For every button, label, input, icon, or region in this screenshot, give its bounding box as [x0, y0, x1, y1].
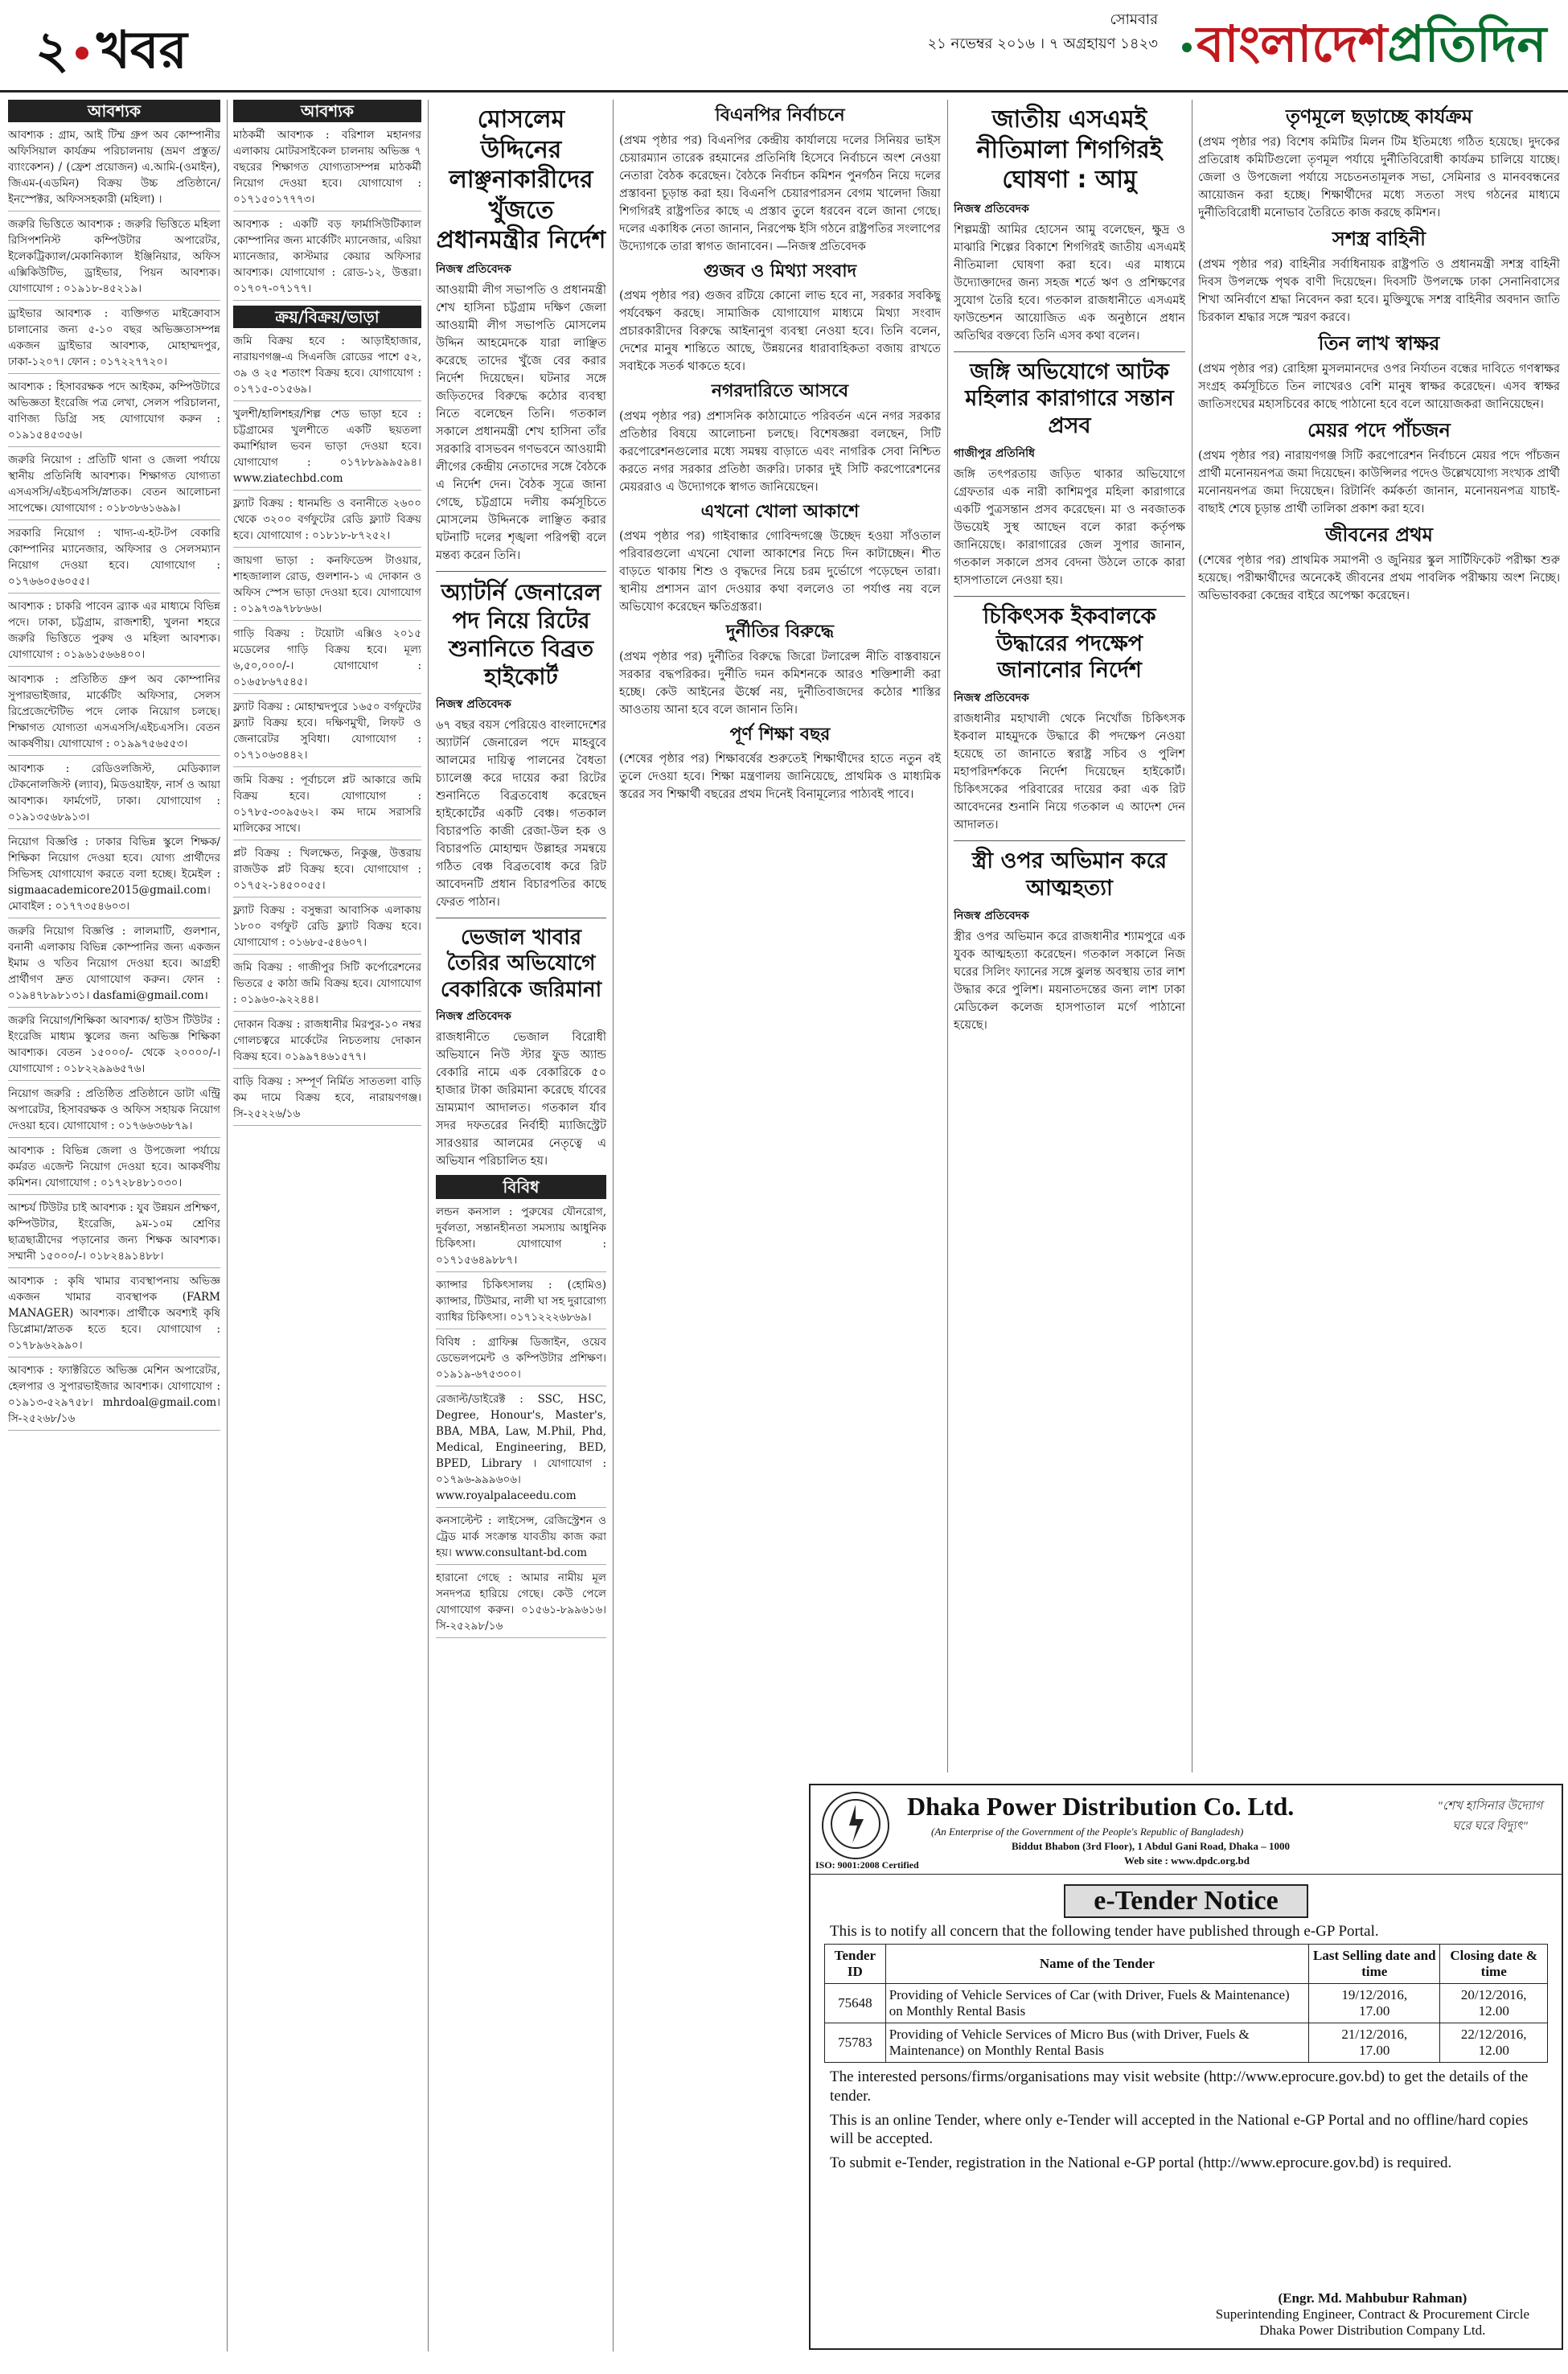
tender-id: 75783 — [825, 2023, 886, 2063]
classified-ad: ফ্ল্যাট বিক্রয় : বসুন্ধরা আবাসিক এলাকায় ১৮০০ বর্গফুট রেডি ফ্ল্যাট বিক্রয় হবে। যোগাযোগ : ০১৬৮৫-৫৪৬০৭। — [233, 902, 421, 955]
classified-ad: জমি বিক্রয় : পূর্বাচলে প্লট আকারে জমি বিক্রয় হবে। যোগাযোগ : ০১৭৮৫-৩০৯৫৬২। কম দামে সরাসরি মালিকের সাথে। — [233, 772, 421, 840]
classified-ad: রেজাল্ট/ডাইরেক্ট : SSC, HSC, Degree, Honour's, Master's, BBA, MBA, Law, M.Phil, Phd, Medical, Engineering, BED, BPED, Library । যোগাযোগ : ০১৭৯৬-৯৯৯৬০৬। www.royalpalaceedu.com — [436, 1391, 606, 1508]
article-body: জঙ্গি তৎপরতায় জড়িত থাকার অভিযোগে গ্রেফতার এক নারী কাশিমপুর মহিলা কারাগারে একটি পুত্রসন্তান প্রসব করেছেন। মা ও নবজাতক উভয়েই সুস্থ আছেন বলে কারা কর্তৃপক্ষ জানিয়েছে। কারাগারের জেল সুপার জানান, গতকাল সকালে প্রসব বেদনা উঠলে তাকে কারা হাসপাতালে নেওয়া হয়। — [954, 467, 1185, 587]
column-header: Closing date & time — [1440, 1945, 1548, 1984]
article-body: (প্রথম পৃষ্ঠার পর) রোহিঙ্গা মুসলমানদের ওপর নির্যাতন বন্ধের দাবিতে গণস্বাক্ষর সংগ্রহ কর্মসূচিতে তিন লাখেরও বেশি মানুষ স্বাক্ষর করেছেন। এসব স্বাক্ষর জাতিসংঘের মহাসচিবের কাছে পাঠানো হবে বলে আয়োজকরা জানিয়েছেন। — [1198, 363, 1560, 411]
headline: জঙ্গি অভিযোগে আটক মহিলার কারাগারে সন্তান প্রসব — [965, 359, 1174, 438]
page-number — [35, 11, 69, 97]
classified-ad: বাড়ি বিক্রয় : সম্পূর্ণ নির্মিত সাততলা বাড়ি কম দামে বিক্রয় হবে, নারায়ণগঞ্জ। সি-২৫২২৬/১৬ — [233, 1074, 421, 1126]
classified-ad: কনসাল্টেন্ট : লাইসেন্স, রেজিস্ট্রেশন ও ট্রেড মার্ক সংক্রান্ত যাবতীয় কাজ করা হয়। www.consultant-bd.com — [436, 1513, 606, 1565]
headline: এখনো খোলা আকাশে — [700, 501, 860, 522]
headline: তৃণমূলে ছড়াচ্ছে কার্যক্রম — [1285, 105, 1473, 128]
masthead — [0, 0, 1568, 92]
classified-ad: লন্ডন কনসাল : পুরুষের যৌনরোগ, দুর্বলতা, সন্তানহীনতা সমস্যায় আধুনিক চিকিৎসা। যোগাযোগ : ০১৭১৫৬৪৯৮৮৭। — [436, 1204, 606, 1272]
headline: মেয়র পদে পাঁচজন — [1307, 419, 1451, 442]
classified-ad: ফ্ল্যাট বিক্রয় : মোহাম্মদপুরে ১৬৫০ বর্গফুটের ফ্ল্যাট বিক্রয় হবে। দক্ষিণমুখী, লিফট ও জেনারেটর সুবিধা। যোগাযোগ : ০১৭১০৬৩৪৪২। — [233, 699, 421, 767]
article-body: রাজধানীতে ভেজাল বিরোধী অভিযানে নিউ স্টার ফুড অ্যান্ড বেকারি নামে এক বেকারিকে ৫০ হাজার টাকা জরিমানা করেছে র্যাবের ভ্রাম্যমাণ আদালত। গতকাল র্যাব সদর দফতরের নির্বাহী ম্যাজিস্ট্রেট সারওয়ার আলমের নেতৃত্বে এ অভিযান পরিচালিত হয়। — [436, 1031, 606, 1168]
category-header: ক্রয়/বিক্রয়/ভাড়া — [233, 306, 421, 328]
news-column-6 — [1198, 100, 1560, 1772]
classified-ad: ড্রাইভার আবশ্যক : ব্যক্তিগত মাইক্রোবাস চালানোর জন্য ৫-১০ বছর অভিজ্ঞতাসম্পন্ন একজন ড্রাইভার আবশ্যক, মোহাম্মদপুর, ঢাকা-১২০৭। ফোন : ০১৭২২৭৭২০। — [8, 306, 220, 374]
byline: নিজস্ব প্রতিবেদক — [436, 697, 511, 711]
headline: মোসলেম উদ্দিনের লাঞ্ছনাকারীদের খুঁজতে প্রধানমন্ত্রীর নির্দেশ — [436, 105, 606, 254]
article-body: (প্রথম পৃষ্ঠার পর) বিশেষ কমিটির মিলন টিম ইতিমধ্যে গঠিত হয়েছে। দুদকের প্রতিরোধ কমিটিগুলো তৃণমূল পর্যায়ে দুর্নীতিবিরোধী কার্যক্রম চালিয়ে যাচ্ছে। জেলা ও উপজেলা পর্যায়ে সচেতনতামূলক সভা, সেমিনার ও মানববন্ধনের আয়োজন করা হচ্ছে। শিক্ষার্থীদের মধ্যে সততা সংঘ গঠনের মাধ্যমে দুর্নীতিবিরোধী মনোভাব তৈরিতে কাজ করছে কমিশন। — [1198, 136, 1560, 220]
article-body: (প্রথম পৃষ্ঠার পর) গাইবান্ধার গোবিন্দগঞ্জে উচ্ছেদ হওয়া সাঁওতাল পরিবারগুলো এখনো খোলা আকাশের নিচে দিন কাটাচ্ছেন। শীত বাড়তে থাকায় শিশু ও বৃদ্ধদের নিয়ে চরম দুর্ভোগে পড়েছেন তারা। স্থানীয় প্রশাসন ত্রাণ দেওয়ার কথা বললেও তা পর্যাপ্ত নয় বলে অভিযোগ করেছেন ক্ষতিগ্রস্তরা। — [619, 530, 941, 614]
classified-ad: জরুরি নিয়োগ : প্রতিটি থানা ও জেলা পর্যায়ে স্থানীয় প্রতিনিধি আবশ্যক। শিক্ষাগত যোগ্যতা এসএসসি/এইচএসসি/স্নাতক। বেতন আলোচনা সাপেক্ষে। যোগাযোগ : ০১৮৩৮৬১৬৯৯। — [8, 452, 220, 520]
article-body: (প্রথম পৃষ্ঠার পর) বাহিনীর সর্বাধিনায়ক রাষ্ট্রপতি ও প্রধানমন্ত্রী সশস্ত্র বাহিনী দিবস উপলক্ষে পৃথক বাণী দিয়েছেন। দিবসটি উপলক্ষে ঢাকা সেনানিবাসের শিখা অনির্বাণে শ্রদ্ধা নিবেদন করা হবে। মুক্তিযুদ্ধে সশস্ত্র বাহিনীর অবদান জাতি চিরকাল শ্রদ্ধার সঙ্গে স্মরণ করবে। — [1198, 258, 1560, 324]
tender-intro: This is to notify all concern that the following tender have published through e-GP Portal. — [830, 1923, 1379, 1940]
divider — [954, 351, 1185, 352]
company-name: Dhaka Power Distribution Co. Ltd. — [907, 1792, 1295, 1821]
classified-ad: জায়গা ভাড়া : কনফিডেন্স টাওয়ার, শাহজালাল রোড, গুলশান-১ এ দোকান ও অফিস স্পেস ভাড়া দেওয়া হবে। যোগাযোগ : ০১৯৭৩৯৭৮৮৬৬। — [233, 552, 421, 621]
tender-name: Providing of Vehicle Services of Car (with Driver, Fuels & Maintenance) on Monthly Rental Basis — [885, 1984, 1308, 2023]
table-header-row — [825, 1945, 1548, 1984]
slogan: "শেখ হাসিনার উদ্যোগ ঘরে ঘরে বিদ্যুৎ" — [1437, 1800, 1543, 1833]
classified-ad: আবশ্যক : একটি বড় ফার্মাসিউটিক্যাল কোম্পানির জন্য মার্কেটিং ম্যানেজার, এরিয়া ম্যানেজার, কাস্টমার কেয়ার অফিসার আবশ্যক। যোগাযোগ : রোড-১২, উত্তরা। ০১৭০৭-০৭১৭৭। — [233, 216, 421, 301]
headline: জীবনের প্রথম — [1324, 524, 1433, 546]
last-selling-date: 19/12/2016, — [1341, 1987, 1408, 2002]
news-column-5 — [954, 100, 1185, 1772]
classified-ad: আবশ্যক : গ্রাম, আই টিম্ম গ্রুপ অব কোম্পানীর অফিসিয়াল কার্যক্রম পরিচালনায় (ভ্রমণ প্রস্তুত/ব্যাংকেশন) / (ফ্রেশ প্রয়োজন) এ.আমি-(ওমাইন), জিএম-(এডমিন) বিক্রয় উচ্চ প্রতিষ্ঠানে/ ইনস্পেক্টর, অফিসসহকারী (মহিলা) । — [8, 127, 220, 212]
article-body: (প্রথম পৃষ্ঠার পর) গুজব রটিয়ে কোনো লাভ হবে না, সরকার সবকিছু পর্যবেক্ষণ করছে। সামাজিক যোগাযোগ মাধ্যমে মিথ্যা সংবাদ প্রচারকারীদের বিরুদ্ধে আইনানুগ ব্যবস্থা নেওয়া হবে। তিনি বলেন, দেশের মানুষ শান্তিতে আছে, উন্নয়নের ধারাবাহিকতা বজায় রাখতে সবাইকে সতর্ক থাকতে হবে। — [619, 290, 941, 373]
tender-paragraph: The interested persons/firms/organisations may visit website (http://www.eprocure.gov.bd) to get the details of the tender. — [830, 2068, 1529, 2105]
logo-part-2: প্রতিদিন — [1387, 14, 1547, 73]
company-address: Biddut Bhabon (3rd Floor), 1 Abdul Gani Road, Dhaka – 1000 — [1012, 1840, 1291, 1852]
news-column-4 — [619, 100, 941, 1772]
last-selling-time: 17.00 — [1359, 2003, 1390, 2019]
classifieds-column-2 — [233, 100, 421, 2351]
classified-ad: আবশ্যক : হিসাবরক্ষক পদে আইকম, কম্পিউটারে অভিজ্ঞতা ইংরেজি পত্র লেখা, সেলস পরিচালনা, বাণিজ্য ডিগ্রি সহ যোগাযোগ করুন : ০১৯১৫৪৫৩৫৬। — [8, 379, 220, 447]
last-selling-cell — [1309, 2023, 1440, 2063]
article-body: (প্রথম পৃষ্ঠার পর) প্রশাসনিক কাঠামোতে পরিবর্তন এনে নগর সরকার প্রতিষ্ঠার বিষয়ে আলোচনা চলছে। বিশেষজ্ঞরা বলছেন, সিটি করপোরেশনগুলোর মধ্যে সমন্বয় বাড়াতে এবং নাগরিক সেবা নিশ্চিত করতে নগর সরকার প্রতিষ্ঠা জরুরি। ঢাকার দুই সিটি করপোরেশনের মেয়ররাও এ উদ্যোগকে স্বাগত জানিয়েছেন। — [619, 409, 941, 494]
classified-ad: নিয়োগ বিজ্ঞপ্তি : ঢাকার বিভিন্ন স্কুলে শিক্ষক/শিক্ষিকা নিয়োগ দেওয়া হবে। যোগ্য প্রার্থীদের সিভিসহ যোগাযোগ করতে বলা হচ্ছে। ইমেইল : sigmaacademicore2015@gmail.com। মোবাইল : ০১৭৭৩৫৪৬০৩। — [8, 834, 220, 918]
tender-id: 75648 — [825, 1984, 886, 2023]
classified-ad: নিয়োগ জরুরি : প্রতিষ্ঠিত প্রতিষ্ঠানে ডাটা এন্ট্রি অপারেটর, হিসাবরক্ষক ও অফিস সহায়ক নিয়োগ দেওয়া হবে। যোগাযোগ : ০১৭৬৬৩৬৮৭৯। — [8, 1086, 220, 1138]
article-body: (শেষের পৃষ্ঠার পর) শিক্ষাবর্ষের শুরুতেই শিক্ষার্থীদের হাতে নতুন বই তুলে দেওয়া হবে। শিক্ষা মন্ত্রণালয় জানিয়েছে, প্রাথমিক ও মাধ্যমিক স্তরের সব শিক্ষার্থী বছরের প্রথম দিনেই বিনামূল্যের পাঠ্যবই পাবে। — [619, 753, 941, 801]
page-number-text: ২ — [35, 21, 69, 80]
signatory-org: Dhaka Power Distribution Company Ltd. — [1259, 2323, 1486, 2338]
iso-label: ISO: 9001:2008 Certified — [815, 1859, 919, 1871]
signature-block — [1216, 2290, 1529, 2339]
divider — [954, 840, 1185, 841]
classified-ad: ফ্ল্যাট বিক্রয় : ধানমন্ডি ও বনানীতে ২৬০০ থেকে ৩২০০ বর্গফুটের রেডি ফ্ল্যাট বিক্রয় হবে। যোগাযোগ : ০১৮১৮-৮৭২৫২। — [233, 495, 421, 548]
headline: তিন লাখ স্বাক্ষর — [1318, 332, 1440, 355]
last-selling-date: 21/12/2016, — [1341, 2027, 1408, 2042]
category-header: আবশ্যক — [8, 100, 220, 122]
kicker: বিএনপির নির্বাচনে — [715, 105, 845, 125]
closing-cell — [1440, 2023, 1548, 2063]
logo-part-1: বাংলাদেশ — [1197, 14, 1388, 73]
signatory-name: (Engr. Md. Mahbubur Rahman) — [1278, 2290, 1467, 2306]
table-row — [825, 2023, 1548, 2063]
newspaper-logo — [1182, 6, 1546, 89]
section-name: খবর — [96, 21, 187, 80]
article-body: আওয়ামী লীগ সভাপতি ও প্রধানমন্ত্রী শেখ হাসিনা চট্টগ্রাম দক্ষিণ জেলা আওয়ামী লীগ সভাপতি মোসলেম উদ্দিন আহমেদকে যারা লাঞ্ছিত করেছে তাদের খুঁজে বের করার নির্দেশ দিয়েছেন। ঘটনার সঙ্গে জড়িতদের বিরুদ্ধে কঠোর ব্যবস্থা নিতে বলেছেন তিনি। গতকাল সকালে প্রধানমন্ত্রী শেখ হাসিনা তাঁর সরকারি বাসভবন গণভবনে আওয়ামী লীগের কেন্দ্রীয় নেতাদের সঙ্গে বৈঠকে এ নির্দেশ দেন। বৈঠক সূত্রে জানা গেছে, চট্টগ্রামে দলীয় কর্মসূচিতে মোসলেম উদ্দিনকে লাঞ্ছিত করার ঘটনাটি দলের শৃঙ্খলা পরিপন্থী বলে মন্তব্য করেন তিনি। — [436, 283, 606, 562]
classified-ad: হারানো গেছে : আমার নামীয় মূল সনদপত্র হারিয়ে গেছে। কেউ পেলে যোগাযোগ করুন। ০১৫৬১-৮৯৯৬১৬। সি-২৫২৯৮/১৬ — [436, 1570, 606, 1638]
tender-paragraph: To submit e-Tender, registration in the National e-GP portal (http://www.eprocure.gov.bd) is required. — [830, 2154, 1452, 2171]
category-header: আবশ্যক — [233, 100, 421, 122]
tender-paragraph: This is an online Tender, where only e-Tender will accepted in the National e-GP Portal and no offline/hard copies will be accepted. — [830, 2111, 1529, 2148]
byline: গাজীপুর প্রতিনিধি — [954, 446, 1036, 460]
article-body: রাজধানীর মহাখালী থেকে নিখোঁজ চিকিৎসক ইকবাল মাহমুদকে উদ্ধারে কী পদক্ষেপ নেওয়া হয়েছে তা জানাতে স্বরাষ্ট্র সচিব ও পুলিশ মহাপরিদর্শককে নির্দেশ দিয়েছেন হাইকোর্ট। চিকিৎসকের পরিবারের দায়ের করা এক রিট আবেদনের শুনানি নিয়ে গতকাল এ আদেশ দেন আদালত। — [954, 713, 1185, 832]
classified-ad: জমি বিক্রয় হবে : আড়াইহাজার, নারায়ণগঞ্জ-এ সিএনজি রোডের পাশে ৫২, ৩৯ ও ২৫ শতাংশ বিক্রয় হবে। যোগাযোগ : ০১৭১৫-০১৫৬৯। — [233, 333, 421, 401]
closing-date: 20/12/2016, — [1460, 1987, 1527, 2002]
news-column-3 — [436, 100, 606, 2351]
company-subtitle: (An Enterprise of the Government of the People's Republic of Bangladesh) — [931, 1826, 1244, 1838]
headline: দুর্নীতির বিরুদ্ধে — [726, 622, 834, 642]
divider — [436, 571, 606, 572]
byline: নিজস্ব প্রতিবেদক — [954, 202, 1029, 216]
classified-ad: জরুরি নিয়োগ বিজ্ঞপ্তি : লালমাটি, গুলশান, বনানী এলাকায় বিভিন্ন কোম্পানির জন্য একজন ইমাম ও খতিব নিয়োগ দেওয়া হবে। আগ্রহী প্রার্থীগণ দ্রুত যোগাযোগ করুন। ফোন : ০১৯৪৭৮৯৮১৩১। dasfami@gmail.com। — [8, 923, 220, 1008]
classified-ad: বিবিধ : গ্রাফিক্স ডিজাইন, ওয়েব ডেভেলপমেন্ট ও কম্পিউটার প্রশিক্ষণ। ০১৯১৯-৬৭৫৩০০। — [436, 1334, 606, 1386]
tender-advertisement — [809, 1784, 1563, 2350]
byline: নিজস্ব প্রতিবেদক — [436, 1010, 511, 1023]
headline: ভেজাল খাবার তৈরির অভিযোগে বেকারিকে জরিমানা — [440, 925, 602, 1002]
classifieds-column-1 — [8, 100, 220, 2351]
column-divider — [428, 100, 429, 2351]
article-body: (প্রথম পৃষ্ঠার পর) নারায়ণগঞ্জ সিটি করপোরেশন নির্বাচনে মেয়র পদে পাঁচজন প্রার্থী মনোনয়নপত্র জমা দিয়েছেন। কাউন্সিলর পদেও উল্লেখযোগ্য সংখ্যক প্রার্থী মনোনয়নপত্র জমা দিয়েছেন। রিটার্নিং কর্মকর্তা জানান, মনোনয়নপত্র যাচাই-বাছাই শেষে চূড়ান্ত প্রার্থী তালিকা প্রকাশ করা হবে। — [1198, 450, 1560, 515]
column-header: Last Selling date and time — [1309, 1945, 1440, 1984]
classified-ad: দোকান বিক্রয় : রাজধানীর মিরপুর-১০ নম্বর গোলচত্বরে মার্কেটের নিচতলায় দোকান বিক্রয় হবে। ০১৯৯৭৪৬১৫৭৭। — [233, 1017, 421, 1069]
divider — [954, 596, 1185, 597]
tender-title: e-Tender Notice — [1064, 1884, 1308, 1918]
headline: স্ত্রী ওপর অভিমান করে আত্মহত্যা — [971, 848, 1168, 901]
column-divider — [227, 100, 228, 2351]
byline: নিজস্ব প্রতিবেদক — [954, 909, 1029, 922]
headline: চিকিৎসক ইকবালকে উদ্ধারের পদক্ষেপ জানানোর নির্দেশ — [983, 603, 1156, 684]
classified-ad: সরকারি নিয়োগ : খাদ্য-এ-হট-টপ বেকারি কোম্পানির ম্যানেজার, অফিসার ও সেলসম্যান নিয়োগ দেওয়া হবে। যোগাযোগ : ০১৭৬৬০৫৬০৫৫। — [8, 525, 220, 594]
dpdc-logo-icon — [822, 1792, 889, 1859]
closing-date: 22/12/2016, — [1460, 2027, 1527, 2042]
headline: অ্যাটর্নি জেনারেল পদ নিয়ে রিটের শুনানিতে বিব্রত হাইকোর্ট — [441, 578, 601, 690]
article-body: (প্রথম পৃষ্ঠার পর) বিএনপির কেন্দ্রীয় কার্যালয়ে দলের সিনিয়র ভাইস চেয়ারম্যান তারেক রহমানের প্রতিনিধি হিসেবে নির্বাচনে অংশ নেওয়া নেতারা বৈঠক করেছেন। বৈঠকে নির্বাচন কমিশন পুনর্গঠন নিয়ে দলের প্রস্তাবনা চূড়ান্ত করা হয়। বিএনপি চেয়ারপারসন বেগম খালেদা জিয়া শিগগিরই রাষ্ট্রপতির কাছে এ প্রস্তাব তুলে ধরবেন বলে জানা গেছে। দলের একাধিক নেতা জানান, নিরপেক্ষ ইসি গঠনে রাষ্ট্রপতির সংলাপের উদ্যোগকে তারা স্বাগত জানাবেন। —নিজস্ব প্রতিবেদক — [619, 133, 941, 253]
headline: গুজব ও মিথ্যা সংবাদ — [703, 261, 857, 281]
classified-ad: মাঠকর্মী আবশ্যক : বরিশাল মহানগর এলাকায় মোটরসাইকেল চালনায় অভিজ্ঞ ৭ বছরের শিক্ষাগত যোগ্যতাসম্পন্ন মাঠকর্মী নিয়োগ দেওয়া হবে। যোগাযোগ : ০১৭১৫০১৭৭৭৩। — [233, 127, 421, 212]
closing-time: 12.00 — [1478, 2043, 1509, 2058]
classified-ad: জমি বিক্রয় : গাজীপুর সিটি কর্পোরেশনের ভিতরে ৫ কাঠা জমি বিক্রয় হবে। যোগাযোগ : ০১৯৬০-৯২২৪৪। — [233, 959, 421, 1012]
classified-ad: ক্যান্সার চিকিৎসালয় : (হোমিও) ক্যান্সার, টিউমার, নালী ঘা সহ দুরারোগ্য ব্যাধির চিকিৎসা। ০১৭১২২২৬৮৬৯। — [436, 1277, 606, 1329]
table-row — [825, 1984, 1548, 2023]
article-body: (প্রথম পৃষ্ঠার পর) দুর্নীতির বিরুদ্ধে জিরো টলারেন্স নীতি বাস্তবায়নে সরকার বদ্ধপরিকর। দুর্নীতি দমন কমিশনকে আরও শক্তিশালী করা হচ্ছে। কেউ আইনের ঊর্ধ্বে নয়, দুর্নীতিবাজদের কঠোর শাস্তির আওতায় আনা হবে বলে জানান তিনি। — [619, 650, 941, 717]
logo-dot-icon — [1182, 43, 1192, 52]
signatory-title: Superintending Engineer, Contract & Procurement Circle — [1215, 2306, 1529, 2322]
column-divider — [947, 100, 948, 1772]
article-body: শিল্পমন্ত্রী আমির হোসেন আমু বলেছেন, ক্ষুদ্র ও মাঝারি শিল্পের বিকাশে শিগগিরই জাতীয় এসএমই নীতিমালা ঘোষণা করা হবে। এর মাধ্যমে উদ্যোক্তাদের জন্য সহজ শর্তে ঋণ ও প্রশিক্ষণের সুযোগ তৈরি হবে। গতকাল রাজধানীতে এসএমই ফাউন্ডেশন আয়োজিত এক অনুষ্ঠানে প্রধান অতিথির বক্তব্যে তিনি এসব কথা বলেন। — [954, 223, 1185, 343]
article-body: স্ত্রীর ওপর অভিমান করে রাজধানীর শ্যামপুরে এক যুবক আত্মহত্যা করেছেন। গতকাল সকালে নিজ ঘরের সিলিং ফ্যানের সঙ্গে ঝুলন্ত অবস্থায় তার লাশ উদ্ধার করে পুলিশ। ময়নাতদন্তের জন্য লাশ ঢাকা মেডিকেল কলেজ হাসপাতাল মর্গে পাঠানো হয়েছে। — [954, 930, 1185, 1032]
ad-header — [811, 1785, 1562, 1875]
last-selling-time: 17.00 — [1359, 2043, 1390, 2058]
classified-ad: আবশ্যক : চাকরি পাবেন ব্র্যাক এর মাধ্যমে বিভিন্ন পদে। ঢাকা, চট্টগ্রাম, রাজশাহী, খুলনা শহরে জরুরি ভিত্তিতে পুরুষ ও মহিলা আবশ্যক। যোগাযোগ : ০১৯৬১৫৬৬৪০০। — [8, 598, 220, 667]
closing-cell — [1440, 1984, 1548, 2023]
headline: জাতীয় এসএমই নীতিমালা শিগগিরই ঘোষণা : আমু — [976, 105, 1163, 194]
article-body: ৬৭ বছর বয়স পেরিয়েও বাংলাদেশের অ্যাটর্নি জেনারেল পদে মাহবুবে আলমের দায়িত্ব পালনের বৈধতা চ্যালেঞ্জ করে দায়ের করা রিটের শুনানিতে বিব্রতবোধ করেছেন হাইকোর্টের একটি বেঞ্চ। গতকাল বিচারপতি কাজী রেজা-উল হক ও বিচারপতি মোহাম্মদ উল্লাহর সমন্বয়ে গঠিত বেঞ্চ বিব্রতবোধ করে রিট আবেদনটি প্রধান বিচারপতির কাছে ফেরত পাঠান। — [436, 718, 606, 909]
classified-ad: জরুরি নিয়োগ/শিক্ষিকা আবশ্যক/ হাউস টিউটর : ইংরেজি মাধ্যম স্কুলের জন্য অভিজ্ঞ শিক্ষিকা আবশ্যক। বেতন ১৫০০০/- থেকে ২০০০০/-। যোগাযোগ : ০১৮২২৯৯৬৫৭৬। — [8, 1012, 220, 1081]
closing-time: 12.00 — [1478, 2003, 1509, 2019]
classified-ad: খুলশী/হালিশহর/শিল্প শেড ভাড়া হবে : চট্টগ্রামের খুলশীতে একটি ছয়তলা কমার্শিয়াল ভবন ভাড়া দেওয়া হবে। যোগাযোগ : ০১৭৮৮৯৯৯৫৯৪। www.ziatechbd.com — [233, 406, 421, 491]
column-header: Tender ID — [825, 1945, 886, 1984]
headline: সশস্ত্র বাহিনী — [1332, 228, 1426, 250]
classified-ad: গাড়ি বিক্রয় : টয়োটা এক্সিও ২০১৫ মডেলের গাড়ি বিক্রয় হবে। মূল্য ৬,৫০,০০০/-। যোগাযোগ : ০১৬৫৮৬৭৫৪৫। — [233, 626, 421, 694]
red-dot-icon — [76, 47, 88, 60]
classified-ad: আশ্চর্য টিউটর চাই আবশ্যক : যুব উন্নয়ন প্রশিক্ষণ, কম্পিউটার, ইংরেজি, ৯ম-১০ম শ্রেণির ছাত্রছাত্রীদের পড়ানোর জন্য শিক্ষক আবশ্যক। সম্মানী ১৫০০০/-। ০১৮২৪৯১৪৮৮। — [8, 1200, 220, 1268]
dpdc-emblem-icon — [825, 1793, 886, 1854]
article-body: (শেষের পৃষ্ঠার পর) প্রাথমিক সমাপনী ও জুনিয়র স্কুল সার্টিফিকেট পরীক্ষা শুরু হয়েছে। পরীক্ষার্থীদের অনেকেই জীবনের প্রথম পাবলিক পরীক্ষায় অংশ নিচ্ছে। অভিভাবকরা কেন্দ্রের বাইরে অপেক্ষা করেছেন। — [1198, 554, 1560, 602]
section-title — [68, 11, 187, 97]
classified-ad: আবশ্যক : প্রতিষ্ঠিত গ্রুপ অব কোম্পানির সুপারভাইজার, মার্কেটিং অফিসার, সেলস রিপ্রেজেন্টেটিভ পদে লোক নিয়োগ চলছে। শিক্ষাগত যোগ্যতা এসএসসি/এইচএসসি। বেতন আকর্ষণীয়। যোগাযোগ : ০১৯৯৭৫৬৫৫৩। — [8, 672, 220, 756]
issue-date: ২১ নভেম্বর ২০১৬ । ৭ অগ্রহায়ণ ১৪২৩ — [927, 35, 1158, 52]
byline: নিজস্ব প্রতিবেদক — [436, 262, 511, 276]
classified-ad: আবশ্যক : রেডিওলজিস্ট, মেডিক্যাল টেকনোলজিস্ট (ল্যাব), মিডওয়াইফ, নার্স ও আয়া আবশ্যক। ফার্মগেট, ঢাকা। যোগাযোগ : ০১৯১৩৫৬৮৯১৩। — [8, 761, 220, 829]
tender-table — [824, 1944, 1548, 2063]
last-selling-cell — [1309, 1984, 1440, 2023]
company-website: Web site : www.dpdc.org.bd — [1124, 1854, 1250, 1867]
issue-day: সোমবার — [1110, 11, 1158, 28]
column-header: Name of the Tender — [885, 1945, 1308, 1984]
headline: নগরদারিতে আসবে — [711, 381, 849, 401]
column-divider — [613, 100, 614, 2351]
classified-ad: জরুরি ভিত্তিতে আবশ্যক : জরুরি ভিত্তিতে মহিলা রিসিপশনিস্ট কম্পিউটার অপারেটর, ইলেকট্রিক্যাল/মেকানিক্যাল ইঞ্জিনিয়ার, অফিস এক্সিকিউটিভ, ড্রাইভার, পিয়ন আবশ্যক। যোগাযোগ : ০১৯১৮-৪৫২১৯। — [8, 216, 220, 301]
headline: পূর্ণ শিক্ষা বছর — [729, 724, 831, 745]
classified-ad: আবশ্যক : বিভিন্ন জেলা ও উপজেলা পর্যায়ে কর্মরত এজেন্ট নিয়োগ দেওয়া হবে। আকর্ষণীয় কমিশন। যোগাযোগ : ০১৭২৮৪৮১০৩০। — [8, 1143, 220, 1195]
byline: নিজস্ব প্রতিবেদক — [954, 692, 1029, 704]
tender-name: Providing of Vehicle Services of Micro Bus (with Driver, Fuels & Maintenance) on Monthly Rental Basis — [885, 2023, 1308, 2063]
category-header: বিবিধ — [436, 1175, 606, 1199]
classified-ad: আবশ্যক : কৃষি খামার ব্যবস্থাপনায় অভিজ্ঞ একজন খামার ব্যবস্থাপক (FARM MANAGER) আবশ্যক। প্রার্থীকে অবশ্যই কৃষি ডিপ্লোমা/স্নাতক হতে হবে। যোগাযোগ : ০১৭৮৯৬২৯৯০। — [8, 1273, 220, 1357]
classified-ad: প্লট বিক্রয় : খিলক্ষেত, নিকুঞ্জ, উত্তরায় রাজউক প্লট বিক্রয় হবে। যোগাযোগ : ০১৭৫২-১৪৫০০৫৫। — [233, 845, 421, 897]
classified-ad: আবশ্যক : ফ্যাক্টরিতে অভিজ্ঞ মেশিন অপারেটর, হেলপার ও সুপারভাইজার আবশ্যক। যোগাযোগ : ০১৯১৩-৫২৯৭৫৮। mhrdoal@gmail.com। সি-২৫২৬৮/১৬ — [8, 1362, 220, 1431]
